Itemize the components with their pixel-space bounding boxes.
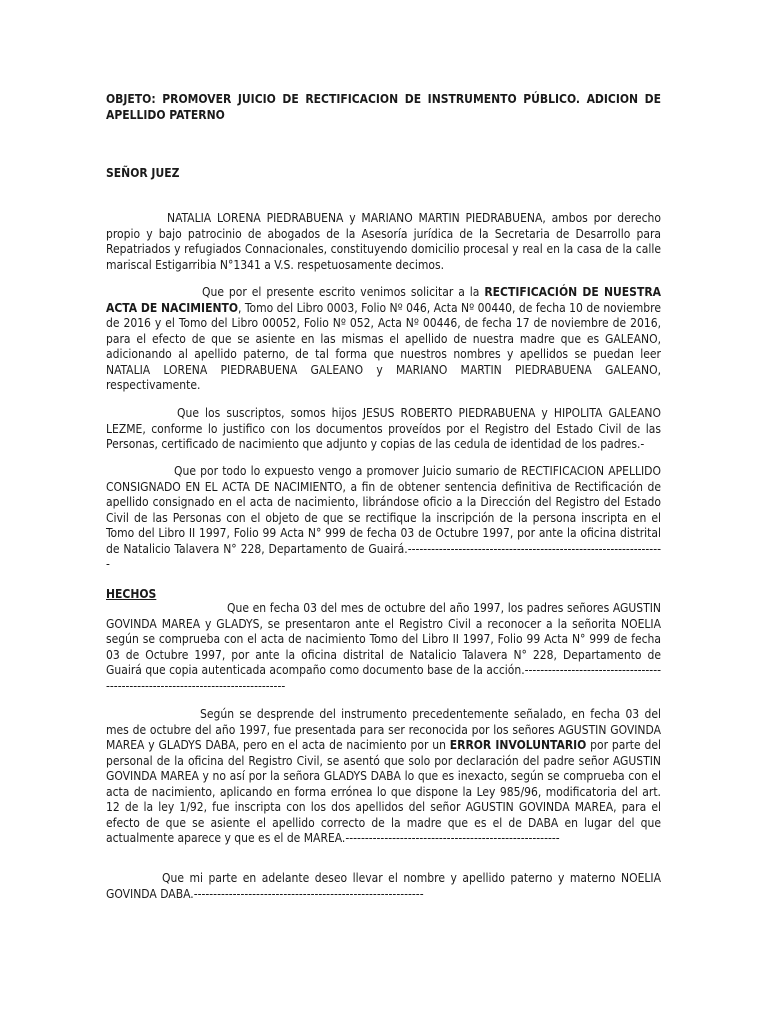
paragraph-petition: Que por todo lo expuesto vengo a promover Juicio sumario de RECTIFICACION APELLIDO CONSIGNADO EN EL ACTA DE NACIMIENTO, a fin de obtener sentencia definitiva de Rectificación de apellido consignado en el acta de nacimiento, librándose oficio a la Dirección del Registro del Estado Civil de las Personas con el objeto de que se rectifique la inscripción de la persona inscripta en el Tomo del Libro II 1997, Folio 99 Acta N° 999 de fecha 03 de Octubre 1997, por ante la oficina distrital de Natalicio Talavera N° 228, Departamento de Guairá.------------------------------------------------------------------: [106, 464, 661, 571]
request-bold-phrase: RECTIFICACIÓN DE NUESTRA ACTA DE NACIMIENTO: [106, 285, 661, 315]
facts-2-text-start: Según se desprende del instrumento precedentemente señalado, en fecha 03 del mes de octubre del año 1997, fue presentada para ser reconocida por los señores AGUSTIN GOVINDA MAREA y GLADYS DABA, pero en el acta de nacimiento por un: [106, 707, 661, 752]
paragraph-facts-1: Que en fecha 03 del mes de octubre del año 1997, los padres señores AGUSTIN GOVINDA MAREA y GLADYS, se presentaron ante el Registro Civil a reconocer a la señorita NOELIA según se comprueba con el acta de nacimiento Tomo del Libro II 1997, Folio 99 Acta N° 999 de fecha 03 de Octubre 1997, por ante la oficina distrital de Natalicio Talavera N° 228, Departamento de Guairá que copia autenticada acompaño como documento base de la acción.---------------------------------------------------------------------------------: [106, 601, 661, 693]
facts-2-text-rest: por parte del personal de la oficina del Registro Civil, se asentó que solo por declaración del padre señor AGUSTIN GOVINDA MAREA y no así por la señora GLADYS DABA lo que es inexacto, según se comprueba con el acta de nacimiento, aplicando en forma errónea lo que dispone la Ley 985/96, modificatoria del art. 12 de la ley 1/92, fue inscripta con los dos apellidos del señor AGUSTIN GOVINDA MAREA, para el efecto de que se asiente el apellido correcto de la madre que es el de DABA en lugar del que actualmente aparece y que es el de MAREA.-------------------------------------------------------: [106, 738, 661, 845]
facts-2-bold-phrase: ERROR INVOLUNTARIO: [449, 738, 587, 752]
request-text-rest: , Tomo del Libro 0003, Folio Nº 046, Acta Nº 00440, de fecha 10 de noviembre de 2016 y el Tomo del Libro 00052, Folio Nº 052, Acta Nº 00446, de fecha 17 de noviembre de 2016, para el efecto de que se asiente en las mismas el apellido de nuestra madre que es GALEANO, adicionando al apellido paterno, de tal forma que nuestros nombres y apellidos se puedan leer NATALIA LORENA PIEDRABUENA GALEANO y MARIANO MARTIN PIEDRABUENA GALEANO, respectivamente.: [106, 300, 661, 392]
paragraph-introduction: NATALIA LORENA PIEDRABUENA y MARIANO MARTIN PIEDRABUENA, ambos por derecho propio y bajo patrocinio de abogados de la Asesoría jurídica de la Secretaria de Desarrollo para Repatriados y refugiados Connacionales, constituyendo domicilio procesal y real en la casa de la calle mariscal Estigarribia N°1341 a V.S. respetuosamente decimos.: [106, 211, 661, 272]
paragraph-parents: Que los suscriptos, somos hijos JESUS ROBERTO PIEDRABUENA y HIPOLITA GALEANO LEZME, conforme lo justifico con los documentos proveídos por el Registro del Estado Civil de las Personas, certificado de nacimiento que adjunto y copias de las cedula de identidad de los padres.-: [106, 406, 661, 451]
hechos-heading: HECHOS: [106, 587, 157, 601]
paragraph-facts-2: [106, 707, 661, 847]
paragraph-request: [106, 285, 661, 394]
salutation: SEÑOR JUEZ: [106, 166, 180, 180]
paragraph-name-request: Que mi parte en adelante deseo llevar el nombre y apellido paterno y materno NOELIA GOVINDA DABA.-----------------------------------------------------------: [106, 871, 661, 901]
document-title: OBJETO: PROMOVER JUICIO DE RECTIFICACION DE INSTRUMENTO PÚBLICO. ADICION DE APELLIDO PATERNO: [106, 92, 661, 122]
request-text-start: Que por el presente escrito venimos solicitar a la: [202, 285, 485, 299]
